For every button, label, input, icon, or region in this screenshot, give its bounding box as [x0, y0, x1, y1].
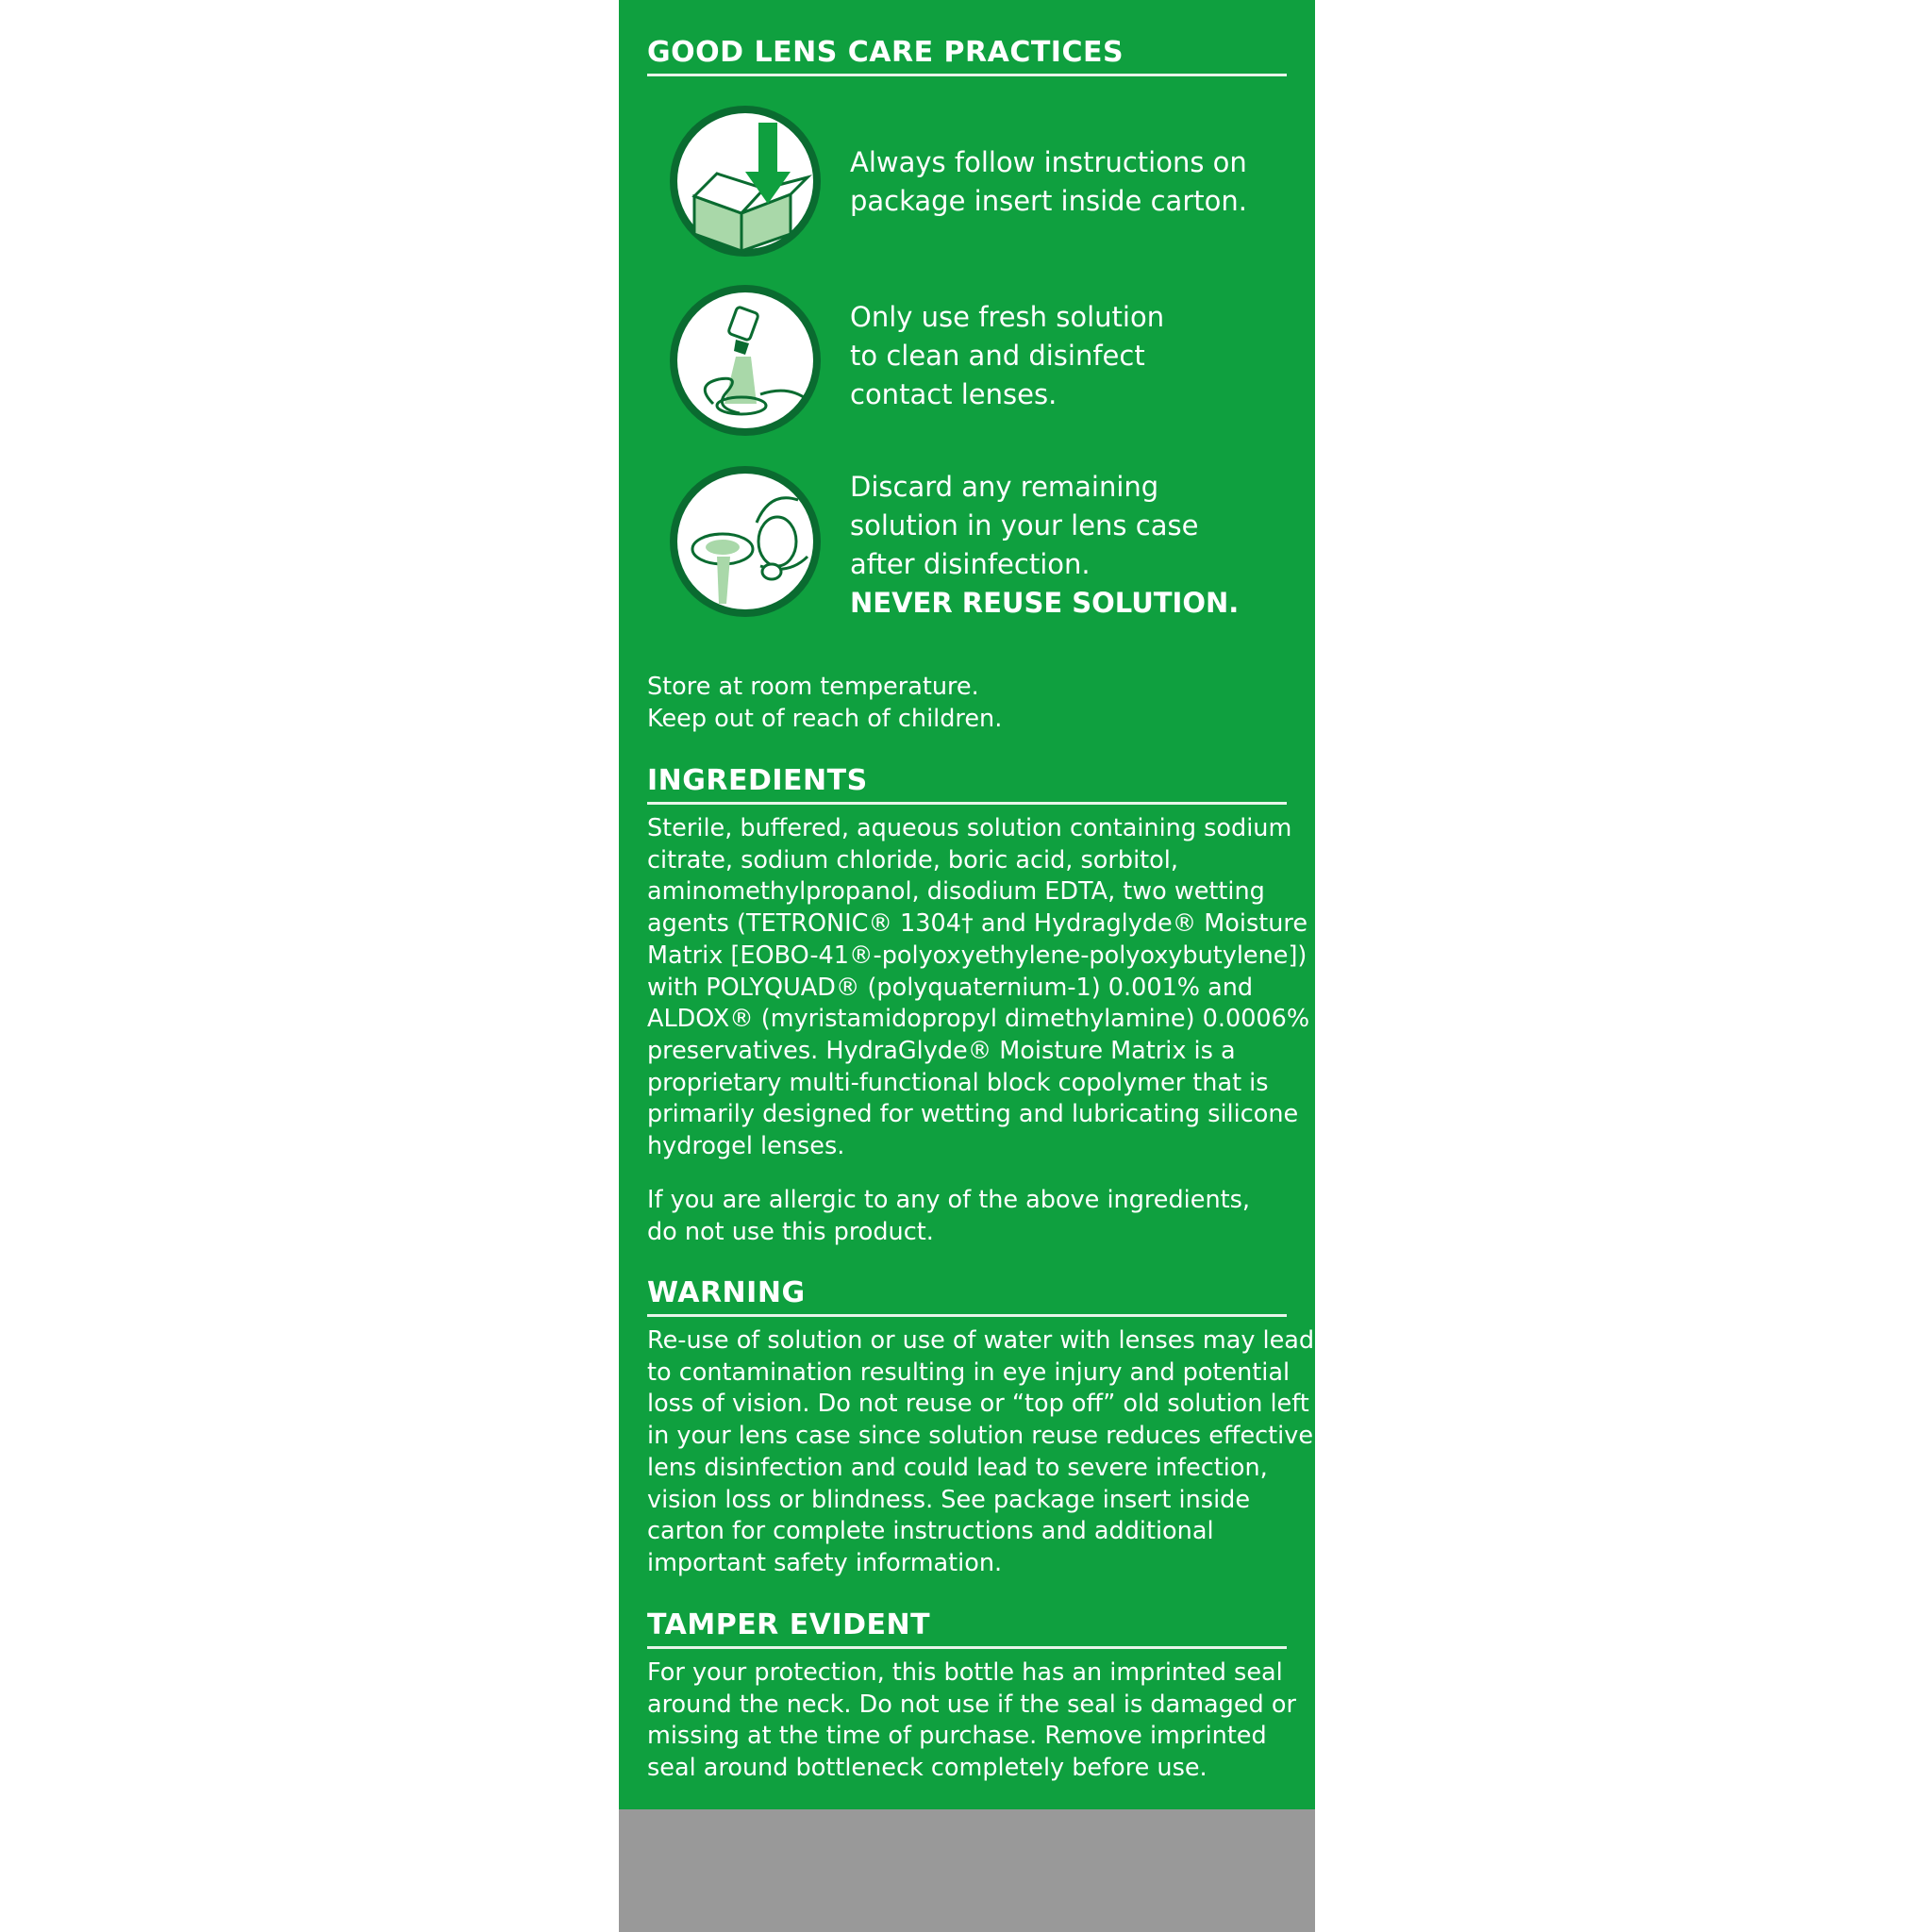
storage-line: Store at room temperature.	[647, 673, 979, 701]
never-reuse-warning: NEVER REUSE SOLUTION.	[850, 587, 1240, 619]
warning-line: Re-use of solution or use of water with lenses may lead	[647, 1326, 1315, 1355]
tip-line: Only use fresh solution	[850, 301, 1165, 333]
ingredients-title: INGREDIENTS	[647, 764, 868, 797]
allergy-line: If you are allergic to any of the above ingredients,	[647, 1186, 1251, 1214]
storage-notes	[647, 672, 1002, 735]
allergy-notice	[647, 1185, 1250, 1248]
ingredients-line: Matrix [EOBO-41®-polyoxyethylene-polyoxybutylene])	[647, 941, 1307, 970]
tip-discard-solution	[850, 468, 1239, 623]
warning-title: WARNING	[647, 1276, 806, 1309]
warning-line: important safety information.	[647, 1548, 1003, 1577]
tip-line: Discard any remaining	[850, 471, 1159, 503]
ingredients-text	[647, 813, 1309, 1163]
warning-rule	[647, 1314, 1287, 1317]
gray-footer-band	[619, 1809, 1315, 1932]
practices-title: GOOD LENS CARE PRACTICES	[647, 36, 1124, 69]
tamper-line: missing at the time of purchase. Remove imprinted	[647, 1722, 1267, 1751]
tip-line: after disinfection.	[850, 548, 1091, 580]
tip-line: Always follow instructions on	[850, 146, 1247, 178]
practices-rule	[647, 74, 1287, 76]
ingredients-line: citrate, sodium chloride, boric acid, sorbitol,	[647, 845, 1178, 874]
tip-line: solution in your lens case	[850, 509, 1199, 541]
tamper-text	[647, 1657, 1296, 1785]
ingredients-line: aminomethylpropanol, disodium EDTA, two wetting	[647, 877, 1265, 907]
ingredients-line: hydrogel lenses.	[647, 1132, 845, 1161]
tamper-line: around the neck. Do not use if the seal is damaged or	[647, 1690, 1296, 1719]
warning-line: to contamination resulting in eye injury and potential	[647, 1357, 1291, 1387]
tamper-title: TAMPER EVIDENT	[647, 1608, 931, 1641]
ingredients-line: with POLYQUAD® (polyquaternium-1) 0.001% and	[647, 973, 1254, 1002]
label-panel	[619, 0, 1315, 1809]
ingredients-line: primarily designed for wetting and lubricating silicone	[647, 1100, 1299, 1129]
tamper-line: seal around bottleneck completely before use.	[647, 1754, 1208, 1783]
allergy-line: do not use this product.	[647, 1217, 934, 1246]
ingredients-line: preservatives. HydraGlyde® Moisture Matrix is a	[647, 1036, 1236, 1065]
tip-line: to clean and disinfect	[850, 340, 1145, 372]
tip-line: package insert inside carton.	[850, 185, 1247, 217]
tip-line: contact lenses.	[850, 378, 1058, 410]
ingredients-line: Sterile, buffered, aqueous solution containing sodium	[647, 814, 1292, 842]
warning-line: loss of vision. Do not reuse or “top off” old solution left	[647, 1390, 1309, 1419]
tip-fresh-solution	[850, 298, 1164, 414]
storage-line: Keep out of reach of children.	[647, 704, 1003, 733]
lens-case-icon	[666, 462, 824, 621]
tip-follow-instructions	[850, 143, 1247, 221]
warning-line: vision loss or blindness. See package insert inside	[647, 1485, 1251, 1514]
tamper-rule	[647, 1646, 1287, 1649]
warning-line: in your lens case since solution reuse reduces effective	[647, 1422, 1314, 1451]
ingredients-line: proprietary multi-functional block copolymer that is	[647, 1068, 1269, 1097]
warning-text	[647, 1325, 1314, 1580]
tamper-line: For your protection, this bottle has an imprinted seal	[647, 1658, 1283, 1687]
warning-line: carton for complete instructions and additional	[647, 1517, 1214, 1546]
ingredients-rule	[647, 802, 1287, 805]
ingredients-line: agents (TETRONIC® 1304† and Hydraglyde® Moisture	[647, 909, 1308, 939]
carton-icon	[666, 102, 824, 260]
rinse-lens-icon	[666, 281, 824, 440]
warning-line: lens disinfection and could lead to severe infection,	[647, 1453, 1268, 1482]
ingredients-line: ALDOX® (myristamidopropyl dimethylamine) 0.0006%	[647, 1005, 1310, 1034]
